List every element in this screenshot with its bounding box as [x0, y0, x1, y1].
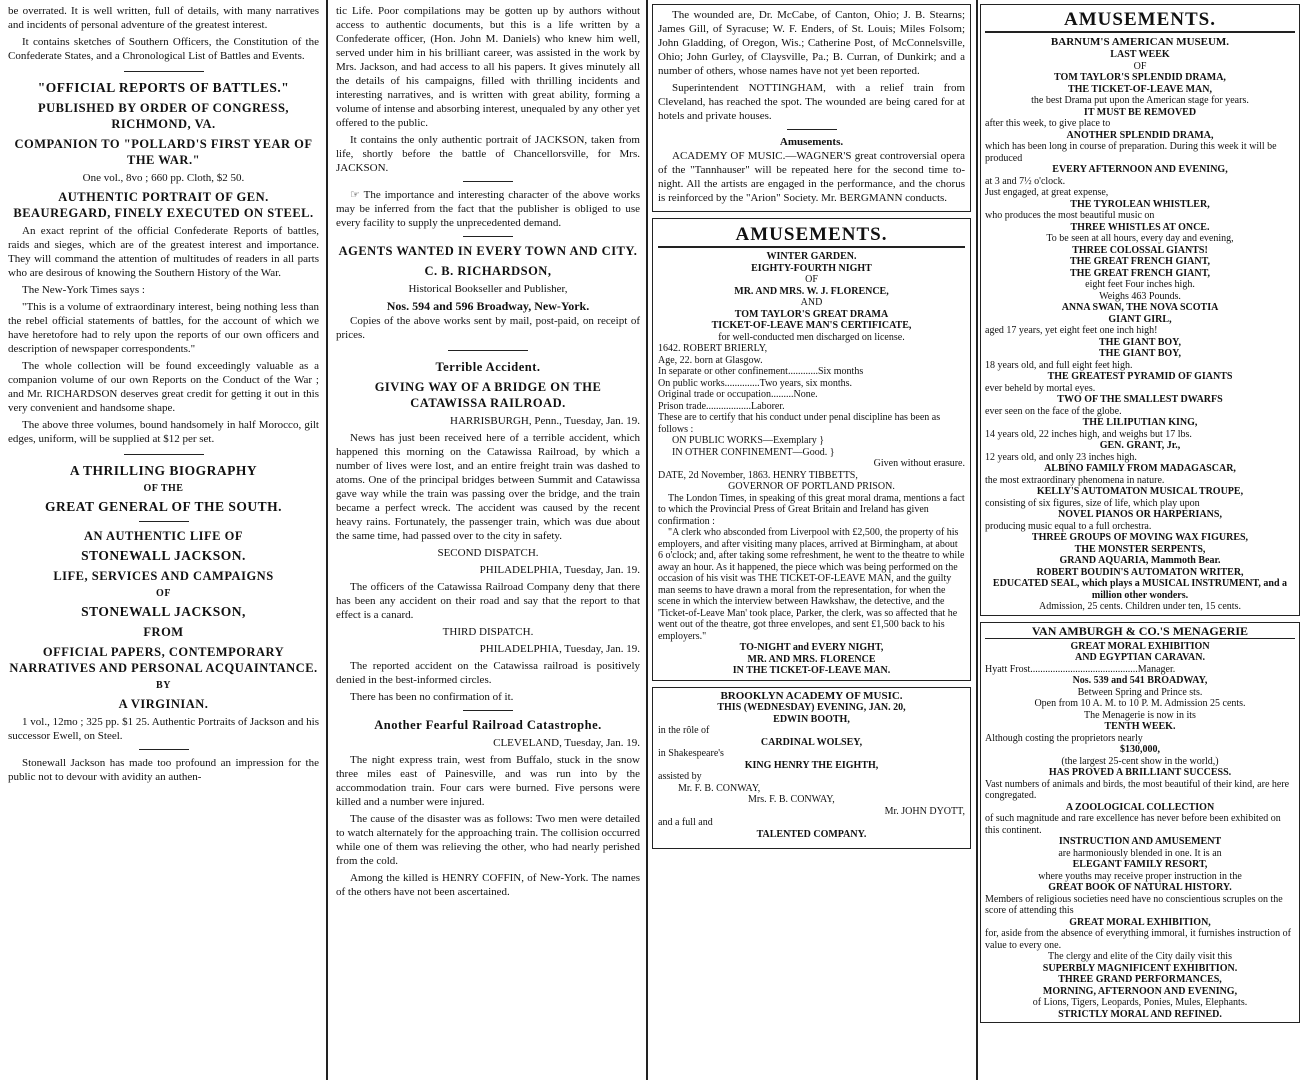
reprint-paragraph: An exact reprint of the official Confederate Reports of battles, raids and sieges, which are of the greatest interest and importance. They will command the attention of multitudes of readers in all parts who are desirous of knowing the Southern History of the War. — [8, 225, 319, 279]
wg-line: TOM TAYLOR'S GREAT DRAMA — [734, 308, 889, 320]
portrait-heading: AUTHENTIC PORTRAIT OF GEN. BEAUREGARD, FINELY EXECUTED ON STEEL. — [13, 190, 314, 220]
menagerie-line: SUPERBLY MAGNIFICENT EXHIBITION. — [1042, 962, 1238, 974]
barnum-line: ALBINO FAMILY FROM MADAGASCAR, — [1044, 463, 1236, 474]
wg-end-line: IN THE TICKET-OF-LEAVE MAN. — [732, 665, 891, 676]
wg-line: MR. AND MRS. W. J. FLORENCE, — [734, 285, 889, 297]
wg-end-line: TO-NIGHT and EVERY NIGHT, — [739, 642, 884, 653]
divider — [139, 521, 189, 522]
stonewall-jackson-heading-1: STONEWALL JACKSON. — [81, 548, 246, 563]
academy-paragraph: ACADEMY OF MUSIC.—WAGNER'S great controversial opera of the "Tannhauser" will be repeated here for the second time to-night. All the artists are engaged in the performance, and the chorus is reinforced by the "Arion" Society. Mr. BERGMANN conducts. — [658, 150, 965, 204]
barnum-line: the best Drama put upon the American stage for years. — [1031, 95, 1249, 106]
companion-heading: COMPANION TO "POLLARD'S FIRST YEAR OF THE WAR." — [14, 137, 313, 167]
authentic-life-heading: AN AUTHENTIC LIFE OF — [84, 529, 243, 543]
officers-paragraph: The officers of the Catawissa Railroad Company deny that there has been any accident on their road and say that the report to that effect is a canard. — [336, 581, 640, 621]
divider — [139, 749, 189, 750]
certificate-line: IN OTHER CONFINEMENT—Good. } — [672, 446, 835, 458]
divider — [463, 181, 513, 182]
menagerie-line: GREAT MORAL EXHIBITION, — [1069, 916, 1211, 928]
life-services-heading: LIFE, SERVICES AND CAMPAIGNS — [53, 569, 274, 583]
of-the-label: OF THE — [143, 483, 184, 494]
barnum-line: who produces the most beautiful music on — [985, 210, 1155, 221]
barnum-line: after this week, to give place to — [985, 118, 1111, 129]
published-heading: PUBLISHED BY ORDER OF CONGRESS, RICHMOND, VA. — [37, 101, 290, 131]
barnum-line: THE GIANT BOY, — [1099, 348, 1181, 359]
sketches-paragraph: It contains sketches of Southern Officers, the Constitution of the Confederate States, and a Chronological List of Battles and Events. — [8, 36, 319, 62]
great-general-heading: GREAT GENERAL OF THE SOUTH. — [45, 499, 282, 514]
intro-paragraph: be overrated. It is well written, full of details, with many narratives and incidents of personal adventure of the greatest interest. — [8, 5, 319, 31]
wg-line: OF — [805, 274, 818, 285]
wg-line: WINTER GARDEN. — [766, 251, 857, 262]
barnum-line: at 3 and 7½ o'clock. — [985, 175, 1066, 187]
divider — [124, 71, 204, 72]
volume-price: One vol., 8vo ; 660 pp. Cloth, $2 50. — [82, 172, 245, 184]
wounded-paragraph: The wounded are, Dr. McCabe, of Canton, Ohio; J. B. Stearns; James Gill, of Syracuse; W. F. Enders, of St. Louis; Miles Folsom; John Gladding, of Oregon, Wis.; Catherine Post, of McConnelsville, Ohio; John Gurley, of Claysville, Pa.; B. Curran, of Dunkirk; and a number of others, whose names have not yet been reported. — [658, 9, 965, 77]
barnum-line: ANOTHER SPLENDID DRAMA, — [1066, 129, 1214, 141]
king-henry-line: KING HENRY THE EIGHTH, — [744, 759, 879, 771]
no-confirmation-paragraph: There has been no confirmation of it. — [350, 691, 514, 703]
amusements-heading: AMUSEMENTS. — [658, 224, 965, 248]
column-3 — [648, 0, 975, 1080]
agents-heading: AGENTS WANTED IN EVERY TOWN AND CITY. — [338, 244, 638, 258]
barnum-line: ROBERT BOUDIN'S AUTOMATON WRITER, — [1036, 566, 1244, 578]
barnum-line: THE GREAT FRENCH GIANT, — [1069, 267, 1211, 279]
menagerie-line: STRICTLY MORAL AND REFINED. — [1058, 1008, 1222, 1020]
bridge-heading: GIVING WAY OF A BRIDGE ON THE CATAWISSA RAILROAD. — [374, 380, 602, 410]
dyott-line: Mr. JOHN DYOTT, — [884, 805, 965, 817]
conway-line: Mrs. F. B. CONWAY, — [748, 794, 835, 805]
superintendent-paragraph: Superintendent NOTTINGHAM, with a relief train from Cleveland, has reached the spot. The wounded are being cared for at hotels and private houses. — [658, 82, 965, 122]
stonewall-paragraph: Stonewall Jackson has made too profound an impression for the public not to devour with avidity an authen- — [8, 757, 319, 783]
copies-paragraph: Copies of the above works sent by mail, post-paid, on receipt of prices. — [336, 315, 640, 341]
times-says: The New-York Times says : — [22, 284, 145, 296]
conway-line: Mr. F. B. CONWAY, — [678, 782, 761, 794]
certificate-line: 1642. ROBERT BRIERLY, — [658, 343, 768, 354]
barnum-line: consisting of six figures, size of life, which play upon — [985, 497, 1200, 509]
dateline-philadelphia-2: PHILADELPHIA, Tuesday, Jan. 19. — [479, 643, 640, 655]
divider — [787, 129, 837, 130]
barnum-line: THE LILIPUTIAN KING, — [1082, 417, 1198, 428]
certificate-line: Age, 22. born at Glasgow. — [658, 354, 763, 366]
wg-line: TICKET-OF-LEAVE MAN'S CERTIFICATE, — [711, 320, 912, 331]
menagerie-line: Although costing the proprietors nearly — [985, 732, 1143, 744]
barnum-line: THREE COLOSSAL GIANTS! — [1072, 244, 1208, 256]
barnum-line: NOVEL PIANOS OR HARPERIANS, — [1058, 509, 1222, 520]
dateline-cleveland: CLEVELAND, Tuesday, Jan. 19. — [493, 737, 640, 749]
life-paragraph: tic Life. Poor compilations may be gotten up by authors without access to authentic documents, but this is a life written by a Confederate officer, (Hon. John M. Daniels) who knew him well, served under him in his brilliant career, was assisted in the work by Mrs. Jackson, and had access to all his papers. It gives minutely all the details of his campaigns, filled with thrilling incidents and interesting narratives, and is written with great ability, forming a volume of intense and absorbing interest, unequaled by any other yet offered to the public. — [336, 5, 640, 129]
menagerie-line: The clergy and elite of the City daily visit this — [1048, 951, 1232, 962]
full-label: and a full and — [658, 817, 713, 828]
barnum-line: TWO OF THE SMALLEST DWARFS — [1057, 394, 1223, 405]
barnum-line: THE TYROLEAN WHISTLER, — [1070, 198, 1210, 210]
dateline-philadelphia-1: PHILADELPHIA, Tuesday, Jan. 19. — [479, 564, 640, 576]
menagerie-line: A ZOOLOGICAL COLLECTION — [1065, 801, 1215, 813]
by-label: BY — [156, 680, 171, 691]
cardinal-line: CARDINAL WOLSEY, — [760, 736, 863, 748]
column-4 — [978, 0, 1302, 1080]
times-quote: "This is a volume of extraordinary interest, being nothing less than the rebel official statements of battles, for the account of which we have heretofore had to rely upon the reports of our own officers and description of newspaper correspondents." — [8, 301, 319, 355]
shakespeare-label: in Shakespeare's — [658, 748, 724, 759]
barnum-line: GIANT GIRL, — [1108, 313, 1172, 325]
barnum-line: THREE GROUPS OF MOVING WAX FIGURES, — [1031, 532, 1249, 543]
divider — [124, 454, 204, 455]
news-box — [652, 4, 971, 212]
barnum-line: 14 years old, 22 inches high, and weighs but 17 lbs. — [985, 428, 1192, 440]
barnum-line: GRAND AQUARIA, Mammoth Bear. — [1059, 555, 1221, 566]
barnum-line: EDUCATED SEAL, which plays a MUSICAL INSTRUMENT, and a million other wonders. — [992, 578, 1288, 601]
amusements-heading: AMUSEMENTS. — [985, 9, 1295, 33]
second-dispatch-label: SECOND DISPATCH. — [437, 547, 539, 559]
certificate-line: In separate or other confinement............Six months — [658, 366, 864, 377]
barnum-line: THE MONSTER SERPENTS, — [1074, 543, 1206, 555]
cause-paragraph: The cause of the disaster was as follows: Two men were detailed to watch alternately for the approaching train. The collision occurred while one of them was relieving the other, who had nearly perished from the cold. — [336, 813, 640, 867]
certificate-line: Original trade or occupation.........None. — [658, 389, 818, 400]
brooklyn-academy-ad — [652, 687, 971, 850]
divider — [463, 710, 513, 711]
winter-garden-ad — [652, 218, 971, 681]
another-catastrophe-heading: Another Fearful Railroad Catastrophe. — [374, 718, 602, 732]
menagerie-line: are harmoniously blended in one. It is an — [1058, 847, 1222, 859]
menagerie-line: of such magnitude and rare excellence has never before been exhibited on this continent. — [985, 813, 1281, 836]
menagerie-line: The Menagerie is now in its — [1084, 709, 1196, 721]
barnum-line: 18 years old, and full eight feet high. — [985, 359, 1133, 371]
barnum-line: Weighs 463 Pounds. — [1099, 290, 1181, 302]
official-papers-heading: OFFICIAL PAPERS, CONTEMPORARY NARRATIVES AND PERSONAL ACQUAINTANCE. — [9, 645, 318, 675]
barnum-line: Just engaged, at great expense, — [985, 187, 1109, 198]
official-reports-heading: "OFFICIAL REPORTS OF BATTLES." — [37, 80, 290, 95]
menagerie-line: Hyatt Frost...........................................Manager. — [985, 663, 1176, 675]
barnum-line: producing music equal to a full orchestra. — [985, 520, 1152, 532]
certificate-line: DATE, 2d November, 1863. HENRY TIBBETTS, — [658, 469, 858, 481]
barnum-ad — [980, 4, 1300, 616]
menagerie-line: GREAT MORAL EXHIBITION — [1070, 640, 1210, 652]
menagerie-line: GREAT BOOK OF NATURAL HISTORY. — [1048, 882, 1232, 893]
column-2 — [328, 0, 646, 1080]
barnum-line: LAST WEEK — [1110, 49, 1170, 60]
certificate-line: Prison trade..................Laborer. — [658, 400, 785, 412]
menagerie-ad — [980, 622, 1300, 1024]
menagerie-line: Between Spring and Prince sts. — [1077, 686, 1203, 698]
barnum-line: KELLY'S AUTOMATON MUSICAL TROUPE, — [1036, 486, 1244, 497]
barnum-line: IT MUST BE REMOVED — [1083, 106, 1197, 118]
menagerie-line: Members of religious societies need have no conscientious scruples on the score of attending this — [985, 893, 1283, 916]
menagerie-line: TENTH WEEK. — [1104, 721, 1176, 732]
barnum-line: THE GIANT BOY, — [1099, 336, 1181, 348]
barnum-line: THE GREAT FRENCH GIANT, — [1069, 256, 1211, 267]
brooklyn-line: THIS (WEDNESDAY) EVENING, JAN. 20, — [717, 702, 906, 713]
barnum-line: THREE WHISTLES AT ONCE. — [1070, 221, 1210, 233]
certificate-line: These are to certify that his conduct under penal discipline has been as follows : — [658, 412, 941, 435]
barnum-line: the most extraordinary phenomena in nature. — [985, 474, 1165, 486]
menagerie-heading: VAN AMBURGH & CO.'S MENAGERIE — [985, 625, 1295, 639]
terrible-accident-heading: Terrible Accident. — [435, 360, 541, 374]
wg-line: for well-conducted men discharged on license. — [718, 331, 905, 343]
menagerie-line: (the largest 25-cent show in the world,) — [1061, 755, 1219, 767]
menagerie-line: $130,000, — [1120, 744, 1160, 755]
menagerie-line: of Lions, Tigers, Leopards, Ponies, Mules, Elephants. — [1032, 997, 1248, 1008]
night-express-paragraph: The night express train, west from Buffalo, stuck in the snow three miles east of Painesville, and was run into by the accommodation train. Four cars were burned. Five persons were killed and a number were injured. — [336, 754, 640, 808]
stonewall-jackson-heading-2: STONEWALL JACKSON, — [81, 604, 246, 619]
certificate-line: On public works..............Two years, six months. — [658, 377, 853, 389]
assisted-label: assisted by — [658, 771, 702, 782]
killed-paragraph: Among the killed is HENRY COFFIN, of New-York. The names of the others have not been ascertained. — [336, 872, 640, 898]
menagerie-line: Vast numbers of animals and birds, the most beautiful of their kind, are here congregated. — [985, 778, 1290, 801]
richardson-heading: C. B. RICHARDSON, — [424, 264, 552, 278]
barnum-line: OF — [1133, 60, 1147, 72]
menagerie-line: HAS PROVED A BRILLIANT SUCCESS. — [1048, 767, 1232, 778]
role-label: in the rôle of — [658, 725, 710, 736]
barnum-line: THE GREATEST PYRAMID OF GIANTS — [1047, 371, 1233, 382]
dateline-harrisburgh: HARRISBURGH, Penn., Tuesday, Jan. 19. — [450, 415, 640, 427]
barnum-line: ever beheld by mortal eyes. — [985, 382, 1096, 394]
barnum-line: ever seen on the face of the globe. — [985, 405, 1122, 417]
wg-end-line: MR. AND MRS. FLORENCE — [747, 653, 876, 665]
barnum-line: 12 years old, and only 23 inches high. — [985, 451, 1137, 463]
barnum-line: eight feet Four inches high. — [1085, 279, 1195, 290]
barnum-line: ANNA SWAN, THE NOVA SCOTIA — [1061, 302, 1219, 313]
column-1 — [0, 0, 325, 1080]
wg-line: AND — [800, 297, 823, 308]
menagerie-line: INSTRUCTION AND AMUSEMENT — [1058, 836, 1222, 847]
menagerie-line: ELEGANT FAMILY RESORT, — [1072, 859, 1208, 870]
author-label: A VIRGINIAN. — [118, 697, 209, 711]
barnum-line: To be seen at all hours, every day and evening, — [1046, 233, 1234, 244]
menagerie-line: THREE GRAND PERFORMANCES, — [1058, 974, 1222, 985]
publisher-address: Nos. 594 and 596 Broadway, New-York. — [386, 299, 590, 313]
london-times-paragraph: The London Times, in speaking of this great moral drama, mentions a fact to which the Provincial Press of Great Britain and Ireland has given confirmation : — [658, 492, 965, 527]
menagerie-line: MORNING, AFTERNOON AND EVENING, — [1042, 985, 1238, 997]
menagerie-line: where youths may receive proper instruction in the — [1038, 870, 1242, 882]
news-paragraph: News has just been received here of a terrible accident, which happened this morning on the Catawissa Railroad, by which a number of lives were lost, and an entire freight train was dashed to atoms. One of the principal bridges between Summit and Catawissa gave way while the train was passing over the bridge, and the train became a perfect wreck. The accident was caused by the recent heavy rains. Fortunately, the passenger train, which was due about the same time, had passed over to the city in safety. — [336, 432, 640, 542]
brooklyn-line: BROOKLYN ACADEMY OF MUSIC. — [720, 689, 903, 702]
reported-paragraph: The reported accident on the Catawissa railroad is positively denied in the best-informed circles. — [336, 660, 640, 686]
certificate-line: Given without erasure. — [873, 458, 965, 469]
menagerie-line: Nos. 539 and 541 BROADWAY, — [1072, 675, 1208, 686]
from-label: FROM — [143, 625, 184, 639]
brooklyn-line: EDWIN BOOTH, — [773, 713, 850, 725]
certificate-line: ON PUBLIC WORKS—Exemplary } — [672, 435, 825, 446]
barnum-line: TOM TAYLOR'S SPLENDID DRAMA, — [1054, 72, 1226, 83]
barnum-line: THE TICKET-OF-LEAVE MAN, — [1067, 83, 1212, 95]
publisher-line: Historical Bookseller and Publisher, — [408, 283, 568, 295]
divider — [463, 236, 513, 237]
company-line: TALENTED COMPANY. — [756, 828, 867, 840]
barnum-line: EVERY AFTERNOON AND EVENING, — [1052, 164, 1228, 175]
of-label: OF — [156, 588, 171, 599]
divider — [448, 350, 528, 351]
amusements-subheading: Amusements. — [779, 136, 844, 148]
wg-line: EIGHTY-FOURTH NIGHT — [751, 262, 872, 274]
barnum-heading: BARNUM'S AMERICAN MUSEUM. — [1050, 36, 1230, 48]
thrilling-biography-heading: A THRILLING BIOGRAPHY — [69, 463, 258, 478]
barnum-line: Admission, 25 cents. Children under ten, 15 cents. — [1039, 601, 1241, 612]
menagerie-line: AND EGYPTIAN CARAVAN. — [1075, 652, 1205, 663]
menagerie-line: for, aside from the absence of everything immoral, it furnishes instruction of value to every one. — [985, 928, 1291, 951]
third-dispatch-label: THIRD DISPATCH. — [442, 626, 534, 638]
collection-paragraph: The whole collection will be found exceedingly valuable as a companion volume of our own Reports on the Conduct of the War ; and Mr. RICHARDSON deserves great credit for getting it out in this very convenient and handsome shape. — [8, 360, 319, 414]
volume-details: 1 vol., 12mo ; 325 pp. $1 25. Authentic Portraits of Jackson and his successor Ewell, on Steel. — [8, 716, 319, 742]
portrait-paragraph: It contains the only authentic portrait of JACKSON, taken from life, shortly before the battle of Chancellorsville, for Mrs. JACKSON. — [336, 134, 640, 174]
barnum-lines — [985, 49, 1295, 613]
barnum-line: GEN. GRANT, Jr., — [1099, 440, 1181, 451]
certificate-line: GOVERNOR OF PORTLAND PRISON. — [728, 481, 895, 492]
importance-paragraph: ☞ The importance and interesting character of the above works may be inferred from the fact that the publisher is obliged to use every facility to supply the unprecedented demand. — [336, 189, 640, 229]
menagerie-line: Open from 10 A. M. to 10 P. M. Admission 25 cents. — [1034, 698, 1246, 709]
barnum-line: which has been long in course of preparation. During this week it will be produced — [985, 141, 1277, 164]
three-volumes-paragraph: The above three volumes, bound handsomely in half Morocco, gilt edges, uniform, will be supplied at $12 per set. — [8, 419, 319, 445]
barnum-line: aged 17 years, yet eight feet one inch high! — [985, 325, 1158, 336]
menagerie-lines — [985, 641, 1295, 1021]
clerk-paragraph: "A clerk who absconded from Liverpool with £2,500, the property of his employers, and after visiting many places, arrived at Birmingham, at about 6 o'clock; and, after taking some refreshment, he went to the theatre to while away an hour. As it happened, the piece which was being performed on the occasion of his visit was THE TICKET-OF-LEAVE MAN, and the guilty man seems to have drawn a moral from the representation, for when the scene in which the interview between Hawkshaw, the detective, and the 'Ticket-of-Leave Man' took place, Parker, the clerk, was so affected that he went out of the theatre, got three envelopes, and sent £1,500 back to his employers." — [658, 527, 965, 642]
